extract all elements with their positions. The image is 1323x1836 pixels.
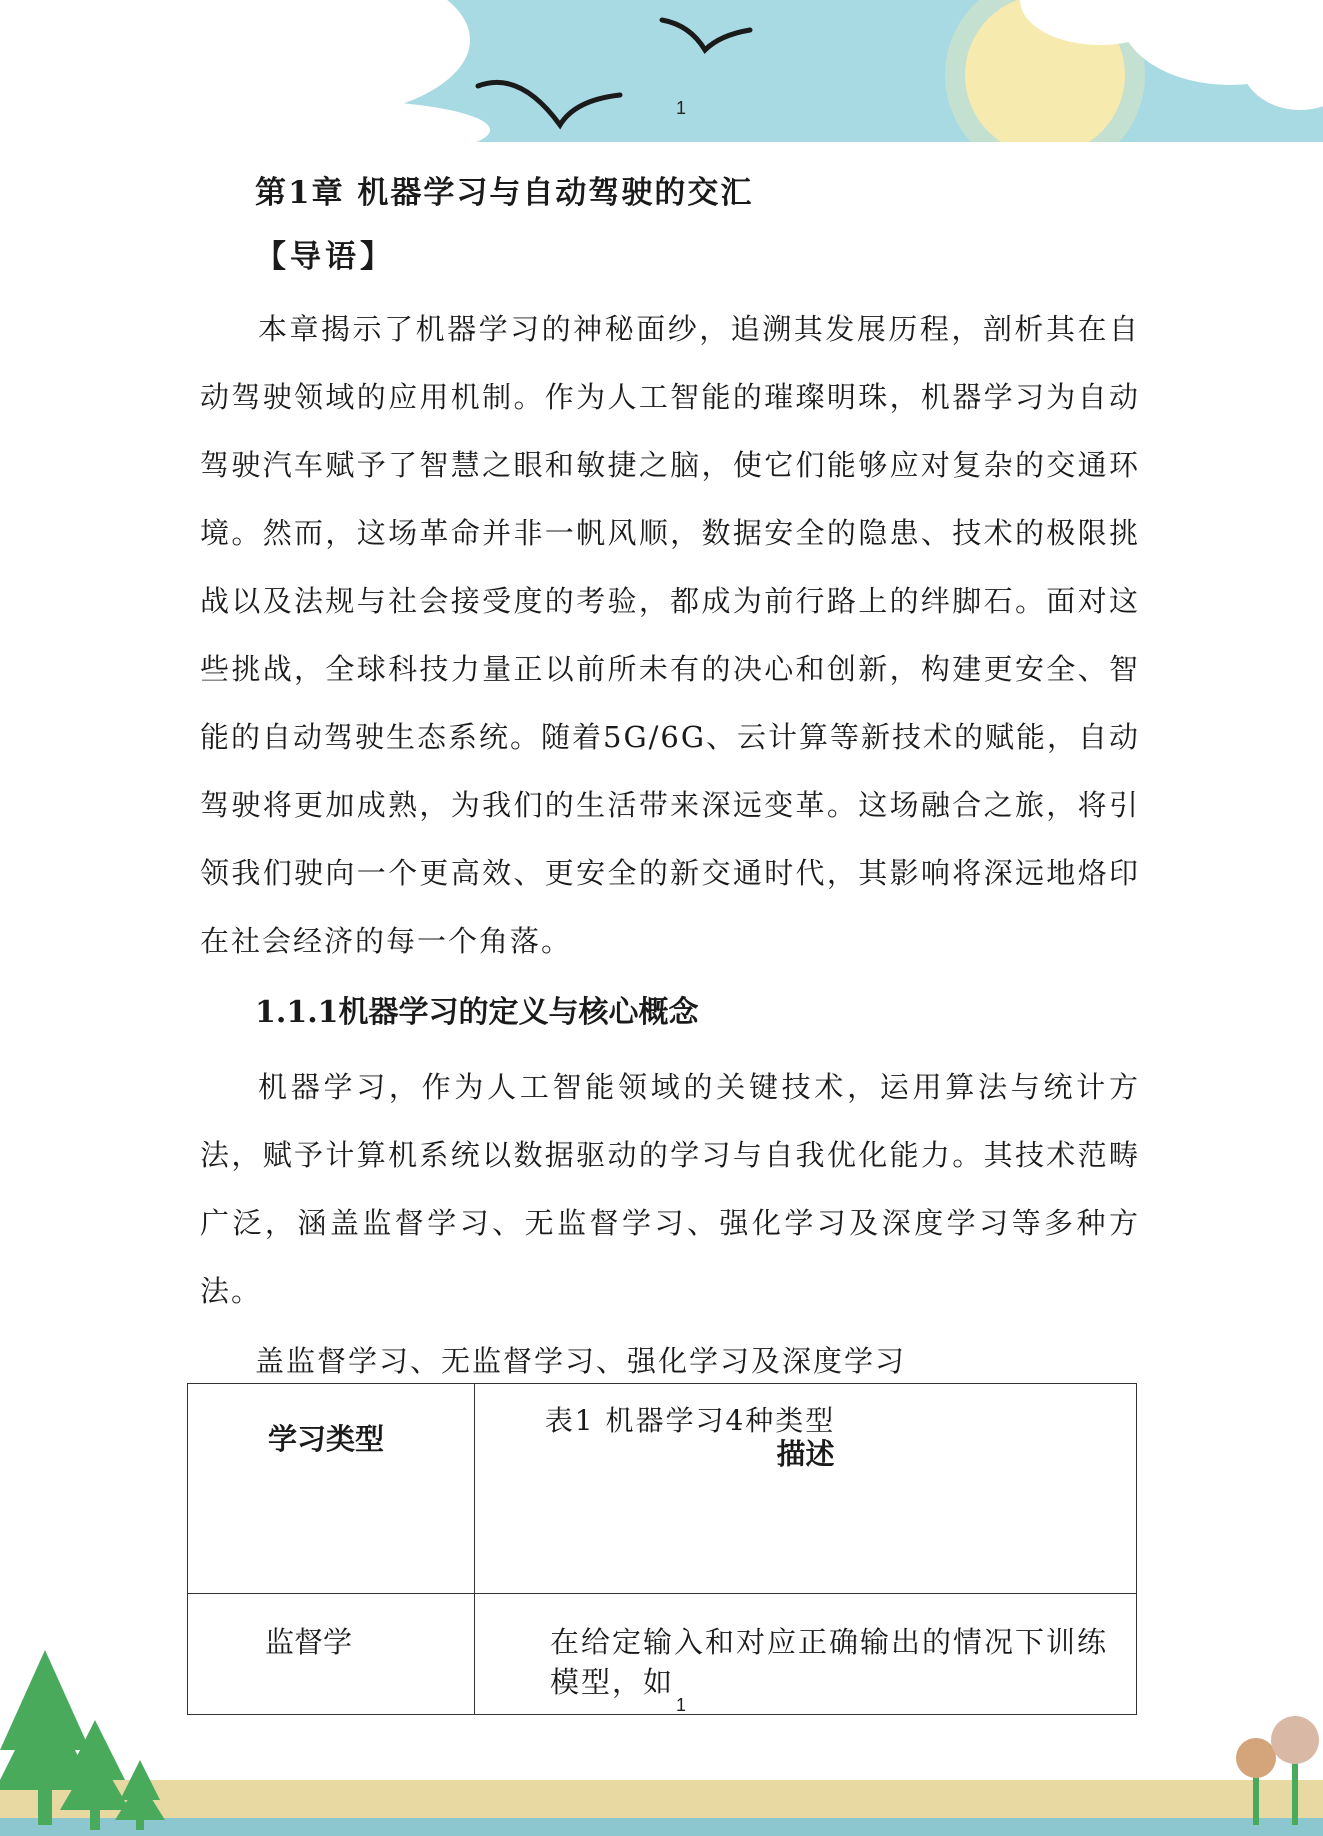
- note-line: 盖监督学习、无监督学习、强化学习及深度学习: [255, 1344, 907, 1378]
- cloud-left-icon: [0, 0, 490, 160]
- table-header-row: [188, 1384, 1137, 1594]
- intro-paragraph: 本章揭示了机器学习的神秘面纱，追溯其发展历程，剖析其在自动驾驶领域的应用机制。作为人工智能的璀璨明珠，机器学习为自动驾驶汽车赋予了智慧之眼和敏捷之脑，使它们能够应对复杂的交通环境。然而，这场革命并非一帆风顺，数据安全的隐患、技术的极限挑战以及法规与社会接受度的考验，都成为前行路上的绊脚石。面对这些挑战，全球科技力量正以前所未有的决心和创新，构建更安全、智能的自动驾驶生态系统。随着5G/6G、云计算等新技术的赋能，自动驾驶将更加成熟，为我们的生活带来深远变革。这场融合之旅，将引领我们驶向一个更高效、更安全的新交通时代，其影响将深远地烙印在社会经济的每一个角落。: [200, 312, 1141, 958]
- header-sky-illustration: [0, 0, 1323, 160]
- table-cell-type: 监督学: [188, 1594, 475, 1715]
- footer-landscape-illustration: [0, 1640, 1323, 1836]
- chapter-title: 第1章 机器学习与自动驾驶的交汇: [255, 175, 754, 211]
- section-title: 1.1.1机器学习的定义与核心概念: [255, 995, 699, 1030]
- table-header-description: 描述: [475, 1384, 1137, 1594]
- page-number-bottom: 1: [676, 1695, 687, 1715]
- table-header-type: 学习类型: [188, 1384, 475, 1594]
- table-cell-description: 在给定输入和对应正确输出的情况下训练模型，如: [475, 1594, 1137, 1715]
- document-body: [200, 165, 1140, 1447]
- section-paragraph: 机器学习，作为人工智能领域的关键技术，运用算法与统计方法，赋予计算机系统以数据驱动的学习与自我优化能力。其技术范畴广泛，涵盖监督学习、无监督学习、强化学习及深度学习等多种方法。: [200, 1070, 1140, 1308]
- page-number-top: 1: [676, 98, 687, 118]
- intro-heading: 【导语】: [255, 239, 395, 275]
- table-caption: 表1 机器学习4种类型: [544, 1404, 836, 1437]
